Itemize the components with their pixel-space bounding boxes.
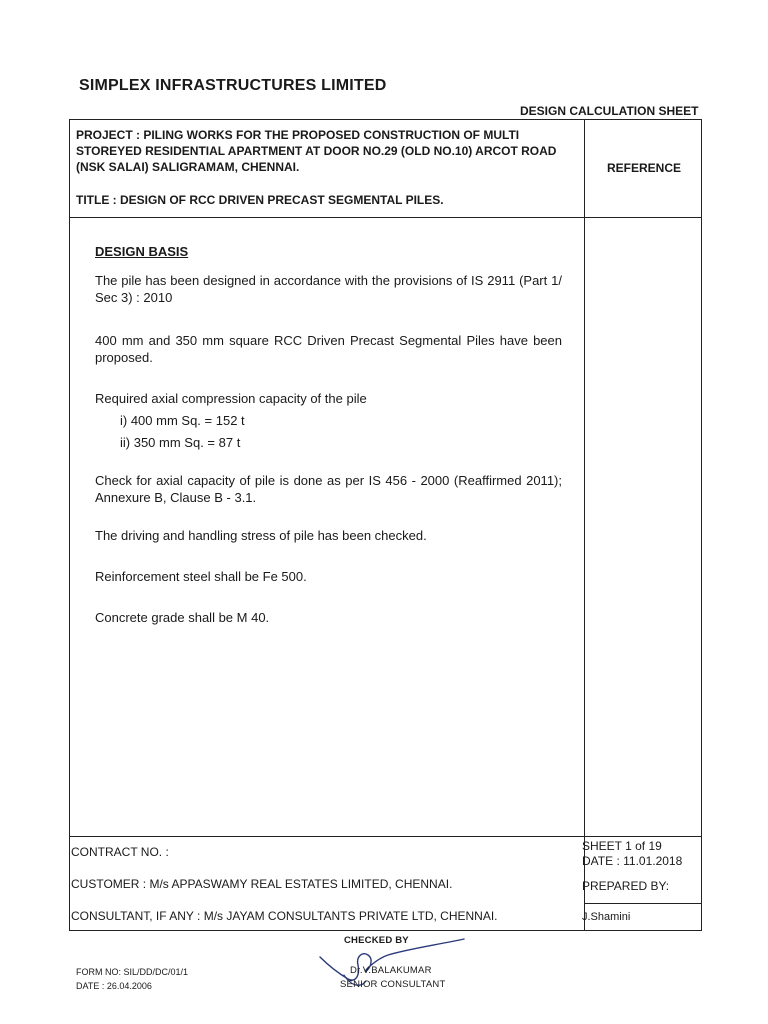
checked-by-label: CHECKED BY	[344, 935, 409, 946]
paragraph-capacity: Required axial compression capacity of the pile	[95, 391, 367, 406]
prepared-by-label: PREPARED BY:	[582, 879, 670, 893]
form-date: DATE : 26.04.2006	[76, 981, 152, 991]
capacity-item-350: ii) 350 mm Sq. = 87 t	[120, 435, 241, 450]
reference-column-divider	[584, 119, 585, 931]
project-line: PROJECT : PILING WORKS FOR THE PROPOSED CONSTRUCTION OF MULTI	[76, 128, 520, 142]
checker-role: SENIOR CONSULTANT	[340, 979, 446, 990]
consultant: CONSULTANT, IF ANY : M/s JAYAM CONSULTANTS PRIVATE LTD, CHENNAI.	[71, 909, 498, 923]
design-basis-heading: DESIGN BASIS	[95, 244, 189, 259]
contract-number: CONTRACT NO. :	[71, 845, 169, 859]
document-title: TITLE : DESIGN OF RCC DRIVEN PRECAST SEGMENTAL PILES.	[76, 193, 444, 207]
sheet-label: DESIGN CALCULATION SHEET	[520, 104, 699, 118]
sheet-date: DATE : 11.01.2018	[582, 854, 683, 868]
paragraph-standard: The pile has been designed in accordance with the provisions of IS 2911 (Part 1/ Sec 3) : 2010	[95, 273, 562, 305]
calculation-sheet-frame	[69, 119, 702, 931]
capacity-item-400: i) 400 mm Sq. = 152 t	[120, 413, 245, 428]
company-name: SIMPLEX INFRASTRUCTURES LIMITED	[79, 77, 387, 94]
customer: CUSTOMER : M/s APPASWAMY REAL ESTATES LIMITED, CHENNAI.	[71, 877, 453, 891]
footer-divider	[69, 836, 702, 837]
project-line: STOREYED RESIDENTIAL APARTMENT AT DOOR NO.29 (OLD NO.10) ARCOT ROAD	[76, 144, 557, 158]
paragraph-pile-sizes: 400 mm and 350 mm square RCC Driven Precast Segmental Piles have been proposed.	[95, 333, 562, 365]
preparer-name: J.Shamini	[582, 911, 631, 923]
paragraph-axial-check: Check for axial capacity of pile is done as per IS 456 - 2000 (Reaffirmed 2011); Annexure B, Clause B - 3.1.	[95, 473, 562, 505]
sheet-number: SHEET 1 of 19	[582, 839, 662, 853]
paragraph-steel: Reinforcement steel shall be Fe 500.	[95, 569, 307, 584]
form-number: FORM NO: SIL/DD/DC/01/1	[76, 967, 189, 977]
project-title	[76, 127, 581, 175]
checker-name: Dr.V.BALAKUMAR	[350, 965, 432, 976]
paragraph-concrete: Concrete grade shall be M 40.	[95, 610, 270, 625]
header-divider	[69, 217, 702, 218]
paragraph-driving-stress: The driving and handling stress of pile has been checked.	[95, 528, 427, 543]
reference-heading: REFERENCE	[606, 161, 681, 175]
preparer-divider	[584, 903, 702, 904]
project-line: (NSK SALAI) SALIGRAMAM, CHENNAI.	[76, 160, 300, 174]
